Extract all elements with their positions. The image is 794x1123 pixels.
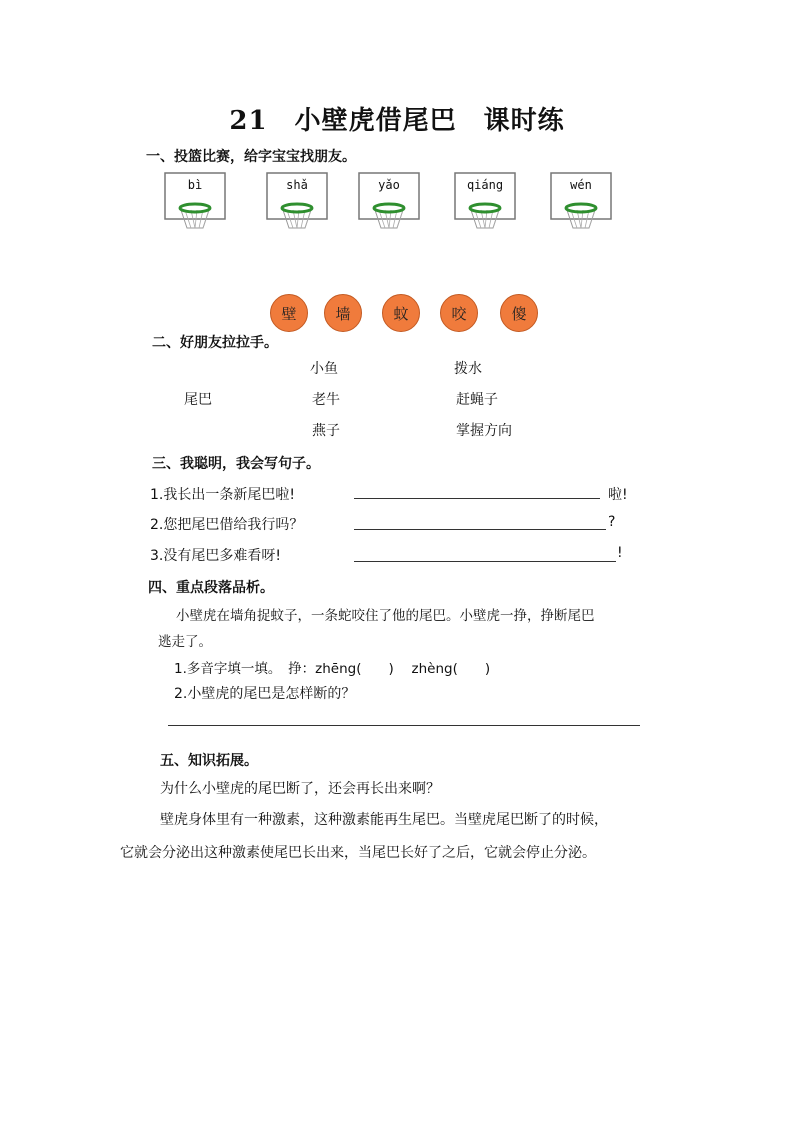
match-right-item[interactable]: 赶蝇子	[456, 392, 498, 408]
answer-line[interactable]	[354, 561, 616, 562]
hoop-1	[164, 172, 236, 230]
pinyin-label: bì	[187, 178, 203, 192]
question-1: 1.多音字填一填。 挣：zhēng( ) zhèng( )	[174, 661, 491, 677]
section-1-heading: 一、投篮比赛，给字宝宝找朋友。	[146, 149, 356, 165]
answer-line[interactable]	[354, 498, 600, 499]
answer-line[interactable]	[354, 529, 606, 530]
match-right-item[interactable]: 拨水	[454, 361, 482, 377]
pinyin-label: wén	[570, 178, 592, 192]
extension-question: 为什么小壁虎的尾巴断了，还会再长出来啊？	[160, 781, 440, 797]
page-title: 21 小壁虎借尾巴 课时练	[229, 106, 565, 136]
sentence-prompt: 3.没有尾巴多难看呀!	[150, 548, 281, 564]
question-2: 2.小壁虎的尾巴是怎样断的？	[174, 686, 356, 702]
basketball-character[interactable]: 壁	[270, 294, 308, 332]
hoop-2	[266, 172, 338, 230]
match-right-item[interactable]: 掌握方向	[456, 423, 512, 439]
sentence-end: !	[617, 545, 623, 561]
match-middle-item[interactable]: 老牛	[312, 392, 340, 408]
extension-answer-line: 壁虎身体里有一种激素，这种激素能再生尾巴。当壁虎尾巴断了的时候，	[160, 812, 608, 828]
hoop-3	[358, 172, 430, 230]
section-3-heading: 三、我聪明，我会写句子。	[152, 456, 320, 472]
sentence-end: ?	[608, 514, 616, 530]
match-left-item[interactable]: 尾巴	[184, 392, 212, 408]
basketball-character[interactable]: 墙	[324, 294, 362, 332]
hoop-4	[454, 172, 526, 230]
sentence-end: 啦!	[608, 487, 628, 503]
section-4-heading: 四、重点段落品析。	[148, 580, 274, 596]
section-5-heading: 五、知识拓展。	[160, 753, 258, 769]
extension-answer-line: 它就会分泌出这种激素使尾巴长出来，当尾巴长好了之后，它就会停止分泌。	[120, 845, 596, 861]
passage-line: 逃走了。	[158, 634, 212, 650]
pinyin-label: yǎo	[378, 178, 400, 192]
passage-line: 小壁虎在墙角捉蚊子，一条蛇咬住了他的尾巴。小壁虎一挣，挣断尾巴	[176, 608, 595, 624]
answer-line[interactable]	[168, 725, 640, 726]
pinyin-label: qiáng	[466, 178, 504, 192]
basketball-character[interactable]: 咬	[440, 294, 478, 332]
match-middle-item[interactable]: 燕子	[312, 423, 340, 439]
section-2-heading: 二、好朋友拉拉手。	[152, 335, 278, 351]
sentence-prompt: 1.我长出一条新尾巴啦!	[150, 487, 295, 503]
basketball-character[interactable]: 蚊	[382, 294, 420, 332]
match-middle-item[interactable]: 小鱼	[310, 361, 338, 377]
pinyin-label: shǎ	[286, 178, 308, 192]
sentence-prompt: 2.您把尾巴借给我行吗？	[150, 517, 304, 533]
hoop-5	[550, 172, 622, 230]
basketball-character[interactable]: 傻	[500, 294, 538, 332]
